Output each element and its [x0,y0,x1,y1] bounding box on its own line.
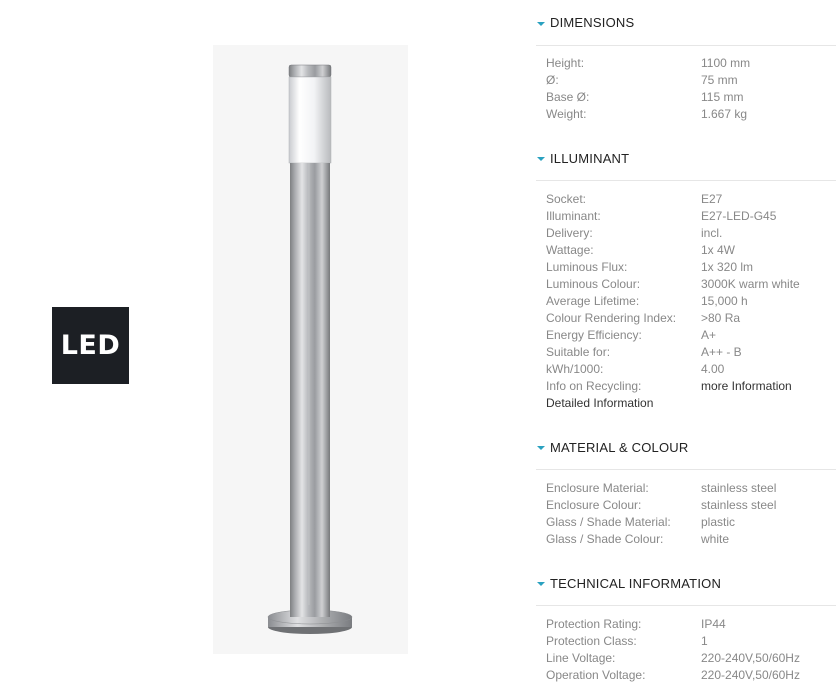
spec-row: kWh/1000: 4.00 [546,362,725,376]
section-technical-information-header[interactable] [536,561,836,606]
spec-row: Luminous Colour: 3000K warm white [546,277,800,291]
section-dimensions [536,0,836,123]
spec-row: Base Ø: 115 mm [546,90,744,104]
section-title: MATERIAL & COLOUR [550,439,689,455]
spec-row: Weight: 1.667 kg [546,107,748,121]
spec-row: Glass / Shade Colour: white [546,532,730,546]
caret-down-icon [537,157,545,161]
product-image[interactable] [213,45,408,654]
specs-panel [536,0,836,684]
spec-row: Delivery: incl. [546,226,723,240]
section-technical-information [536,561,836,684]
spec-row: Energy Efficiency: A+ [546,328,717,342]
spec-row: Enclosure Colour: stainless steel [546,498,777,512]
spec-row: Protection Rating: IP44 [546,617,726,631]
spec-row: Wattage: 1x 4W [546,243,736,257]
section-title: ILLUMINANT [550,150,630,166]
bollard-light-illustration [213,45,408,654]
spec-row: Socket: E27 [546,192,723,206]
caret-down-icon [537,446,545,450]
spec-row: Ø: 75 mm [546,73,738,87]
section-dimensions-header[interactable] [536,0,836,46]
section-illuminant-header[interactable] [536,136,836,181]
section-illuminant [536,136,836,412]
spec-row: Glass / Shade Material: plastic [546,515,736,529]
spec-row: Colour Rendering Index: >80 Ra [546,311,741,325]
spec-row: Luminous Flux: 1x 320 lm [546,260,754,274]
section-material-colour [536,425,836,548]
led-badge-label: LED [60,330,121,361]
spec-row: Illuminant: E27-LED-G45 [546,209,777,223]
spec-row: Average Lifetime: 15,000 h [546,294,748,308]
caret-down-icon [537,582,545,586]
spec-row: Operation Voltage: 220-240V,50/60Hz [546,668,800,682]
section-title: DIMENSIONS [550,15,635,30]
spec-row: Height: 1100 mm [546,56,751,70]
more-information-link[interactable]: more Information [701,379,792,393]
spec-row [546,395,836,412]
section-material-colour-header[interactable] [536,425,836,470]
section-title: TECHNICAL INFORMATION [550,575,722,591]
spec-row: Suitable for: A++ - B [546,345,742,359]
spec-row: Info on Recycling: more Information [546,379,792,393]
spec-row: Protection Class: 1 [546,634,708,648]
spec-row: Enclosure Material: stainless steel [546,481,777,495]
spec-row: Line Voltage: 220-240V,50/60Hz [546,651,800,665]
caret-down-icon [537,22,545,26]
led-badge [52,307,129,384]
detailed-information-link[interactable]: Detailed Information [546,396,654,410]
